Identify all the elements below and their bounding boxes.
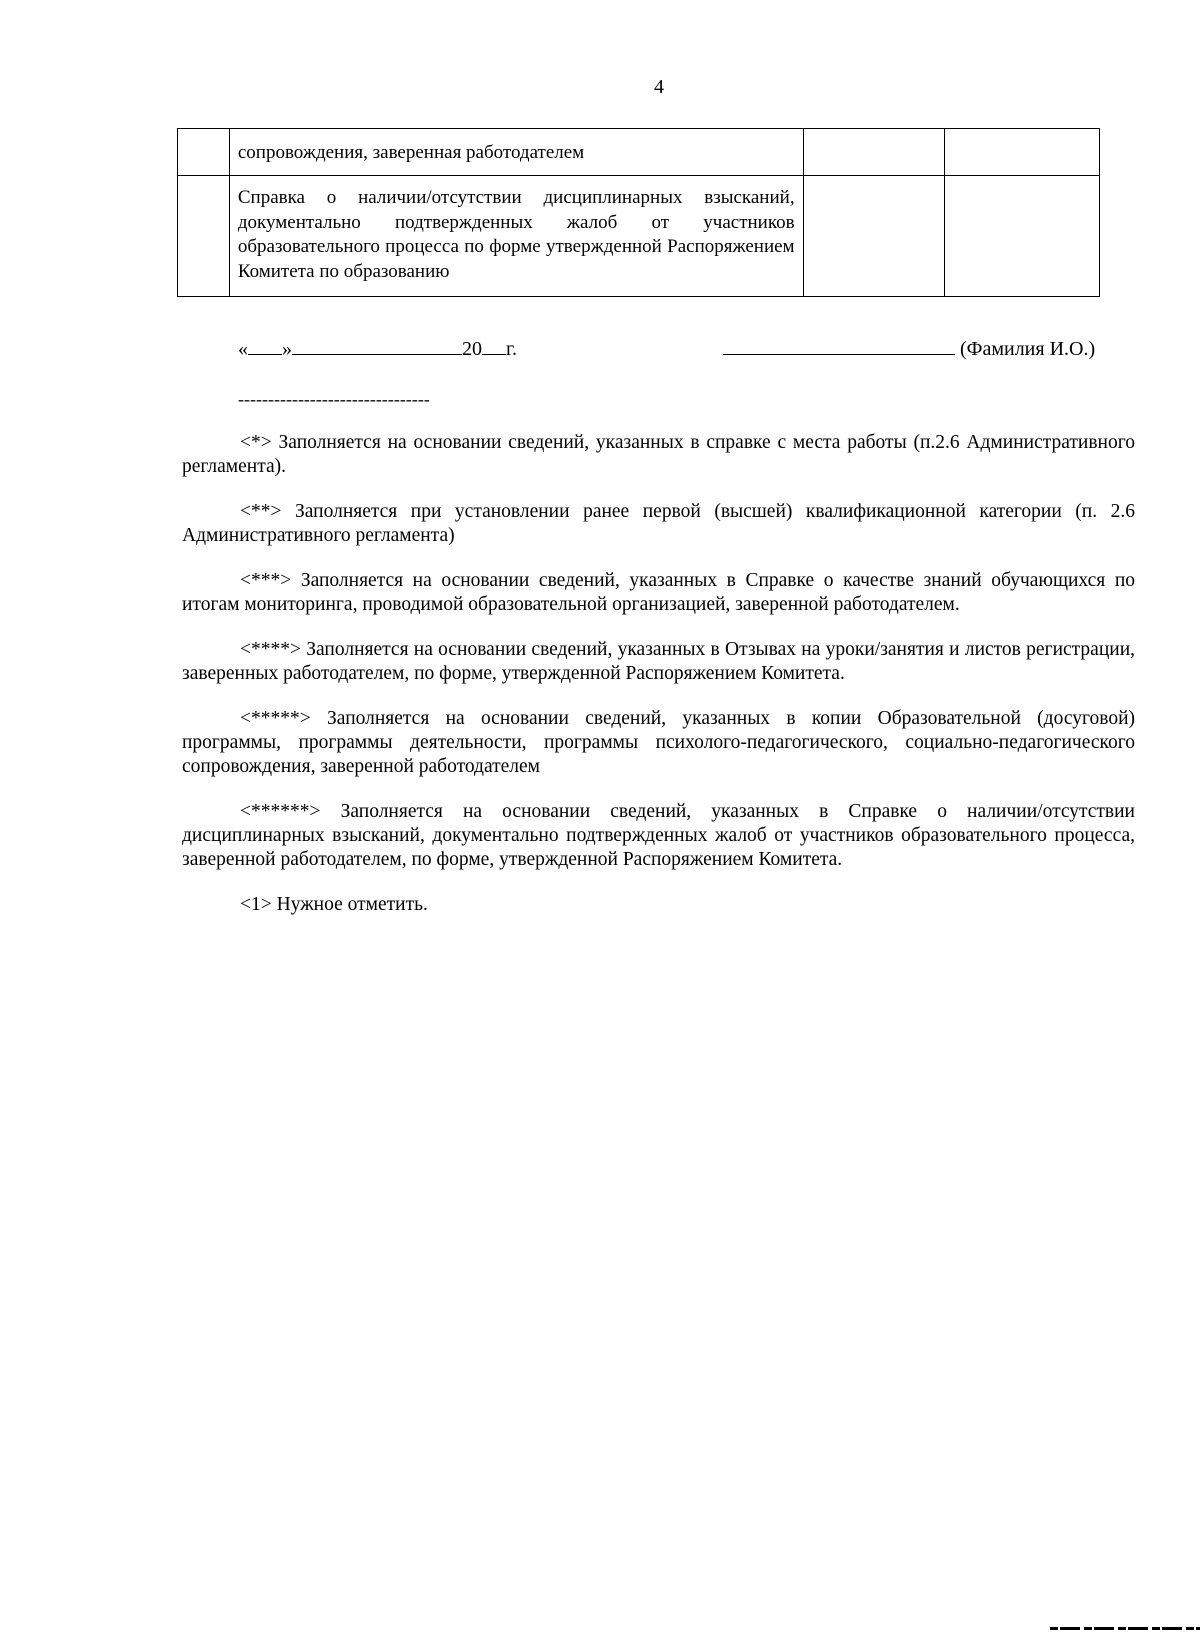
footnote-separator: -------------------------------- [238,389,430,409]
footnote: <***> Заполняется на основании сведений, указанных в Справке о качестве знаний обучающихся по итогам мониторинга, проводимой образовательной организацией, заверенной работодателем. [182,570,1135,615]
month-blank [292,336,462,355]
footnote: <*****> Заполняется на основании сведений, указанных в копии Образовательной (досуговой) программы, программы деятельности, программы психолого-педагогического, социально-педагогического сопровождения, заверенной работодателем [182,708,1135,777]
row-value-cell-a [803,176,945,297]
row-text-cell: Справка о наличии/отсутствии дисциплинарных взысканий, документально подтвержденных жалоб от участников образовательного процесса по форме утвержденной Распоряжением Комитета по образованию [229,176,803,297]
row-value-cell-b [945,129,1100,176]
signature-line [723,336,1095,361]
table-row [178,129,1100,176]
page-number: 4 [654,76,664,98]
signature-blank [723,336,955,355]
year-blank [482,336,506,355]
footnote: <******> Заполняется на основании сведений, указанных в Справке о наличии/отсутствии дисциплинарных взысканий, документально подтвержденных жалоб от участников образовательного процесса, заверенной работодателем, по форме, утвержденной Распоряжением Комитета. [182,801,1135,870]
document-table [177,128,1100,297]
row-number-cell [178,129,230,176]
row-value-cell-a [803,129,945,176]
footnotes [182,431,1135,938]
footnote: <**> Заполняется при установлении ранее первой (высшей) квалификационной категории (п. 2.6 Административного регламента) [182,501,1135,546]
close-quote: » [282,338,292,360]
footnote: <****> Заполняется на основании сведений, указанных в Отзывах на уроки/занятия и листов регистрации, заверенных работодателем, по форме, утвержденной Распоряжением Комитета. [182,639,1135,684]
scan-mark [1050,1627,1200,1630]
row-number-cell [178,176,230,297]
year-suffix: г. [506,338,517,360]
row-text-cell: сопровождения, заверенная работодателем [229,129,803,176]
footnote: <1> Нужное отметить. [240,894,428,915]
name-caption: (Фамилия И.О.) [960,338,1096,360]
table-row [178,176,1100,297]
row-value-cell-b [945,176,1100,297]
year-prefix: 20 [462,338,482,360]
date-line [238,336,517,361]
day-blank [248,336,282,355]
open-quote: « [238,338,248,360]
footnote: <*> Заполняется на основании сведений, указанных в справке с места работы (п.2.6 Административного регламента). [182,432,1135,477]
